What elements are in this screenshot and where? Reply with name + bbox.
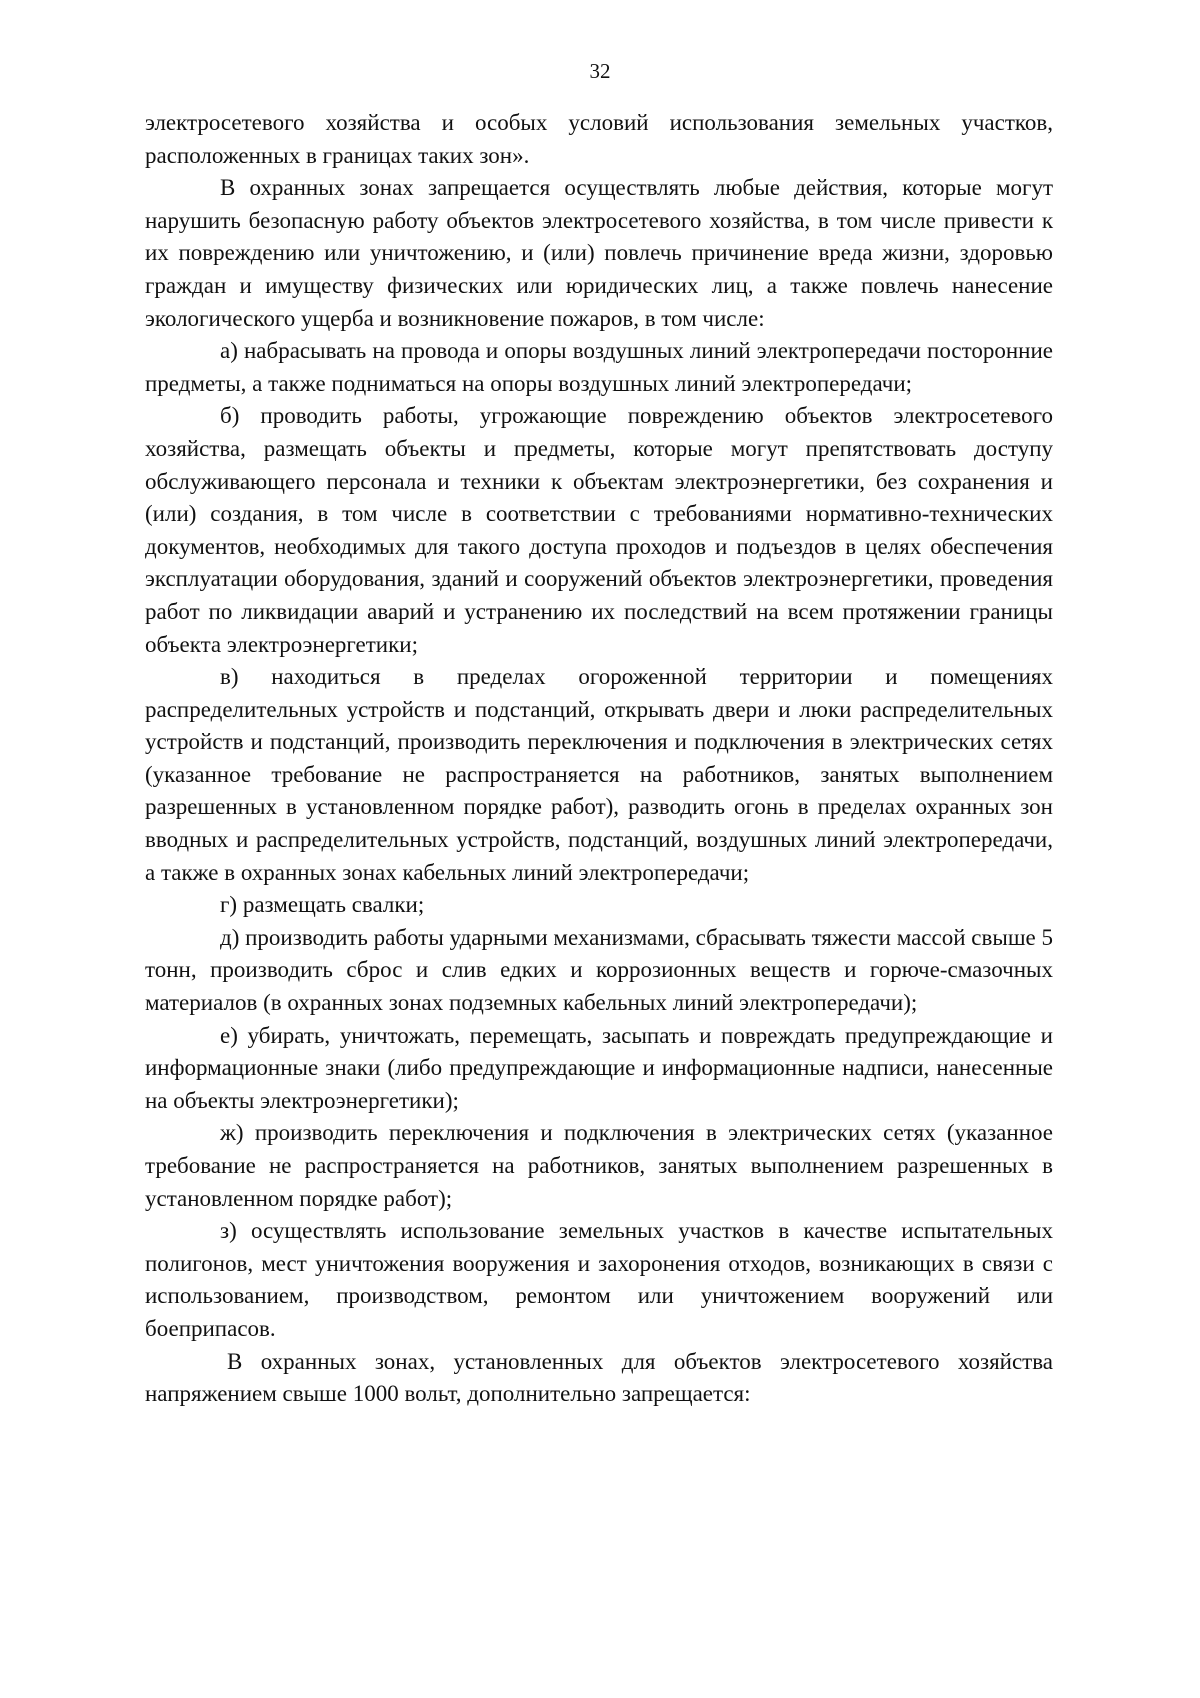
list-item-e: е) убирать, уничтожать, перемещать, засыпать и повреждать предупреждающие и информационные знаки (либо предупреждающие и информационные надписи, нанесенные на объекты электроэнергетики);	[145, 1022, 1053, 1113]
list-item-d: д) производить работы ударными механизмами, сбрасывать тяжести массой свыше 5 тонн, производить сброс и слив едких и коррозионных веществ и горюче-смазочных материалов (в охранных зонах подземных кабельных линий электропередачи);	[145, 924, 1053, 1016]
list-item-g: г) размещать свалки;	[220, 892, 425, 918]
list-item-b: б) проводить работы, угрожающие повреждению объектов электросетевого хозяйства, размещать объекты и предметы, которые могут препятствовать доступу обслуживающего персонала и техники к объектам электроэнергетики, без сохранения и (или) создания, в том числе в соответствии с требованиями нормативно-технических документов, необходимых для такого доступа проходов и подъездов в целях обеспечения эксплуатации оборудования, зданий и сооружений объектов электроэнергетики, проведения работ по ликвидации аварий и устранению их последствий на всем протяжении границы объекта электроэнергетики;	[145, 403, 1053, 657]
document-body	[145, 107, 1053, 1411]
paragraph-high-voltage-intro: В охранных зонах, установленных для объектов электросетевого хозяйства напряжением свыше 1000 вольт, дополнительно запрещается:	[145, 1348, 1053, 1407]
list-item-a: а) набрасывать на провода и опоры воздушных линий электропередачи посторонние предметы, а также подниматься на опоры воздушных линий электропередачи;	[145, 338, 1053, 396]
list-item-z: з) осуществлять использование земельных участков в качестве испытательных полигонов, мест уничтожения вооружения и захоронения отходов, возникающих в связи с использованием, производством, ремонтом или уничтожением вооружений или боеприпасов.	[145, 1218, 1053, 1341]
paragraph-continuation: электросетевого хозяйства и особых условий использования земельных участков, расположенных в границах таких зон».	[145, 110, 1053, 168]
list-item-zh: ж) производить переключения и подключения в электрических сетях (указанное требование не распространяется на работников, занятых выполнением разрешенных в установленном порядке работ);	[145, 1120, 1053, 1211]
list-item-v: в) находиться в пределах огороженной территории и помещениях распределительных устройств и подстанций, открывать двери и люки распределительных устройств и подстанций, производить переключения и подключения в электрических сетях (указанное требование не распространяется на работников, занятых выполнением разрешенных в установленном порядке работ), разводить огонь в пределах охранных зон вводных и распределительных устройств, подстанций, воздушных линий электропередачи, а также в охранных зонах кабельных линий электропередачи;	[145, 664, 1053, 885]
paragraph-prohibitions-intro: В охранных зонах запрещается осуществлять любые действия, которые могут нарушить безопасную работу объектов электросетевого хозяйства, в том числе привести к их повреждению или уничтожению, и (или) повлечь причинение вреда жизни, здоровью граждан и имуществу физических или юридических лиц, а также повлечь нанесение экологического ущерба и возникновение пожаров, в том числе:	[145, 175, 1053, 331]
page-number: 32	[589, 59, 611, 83]
